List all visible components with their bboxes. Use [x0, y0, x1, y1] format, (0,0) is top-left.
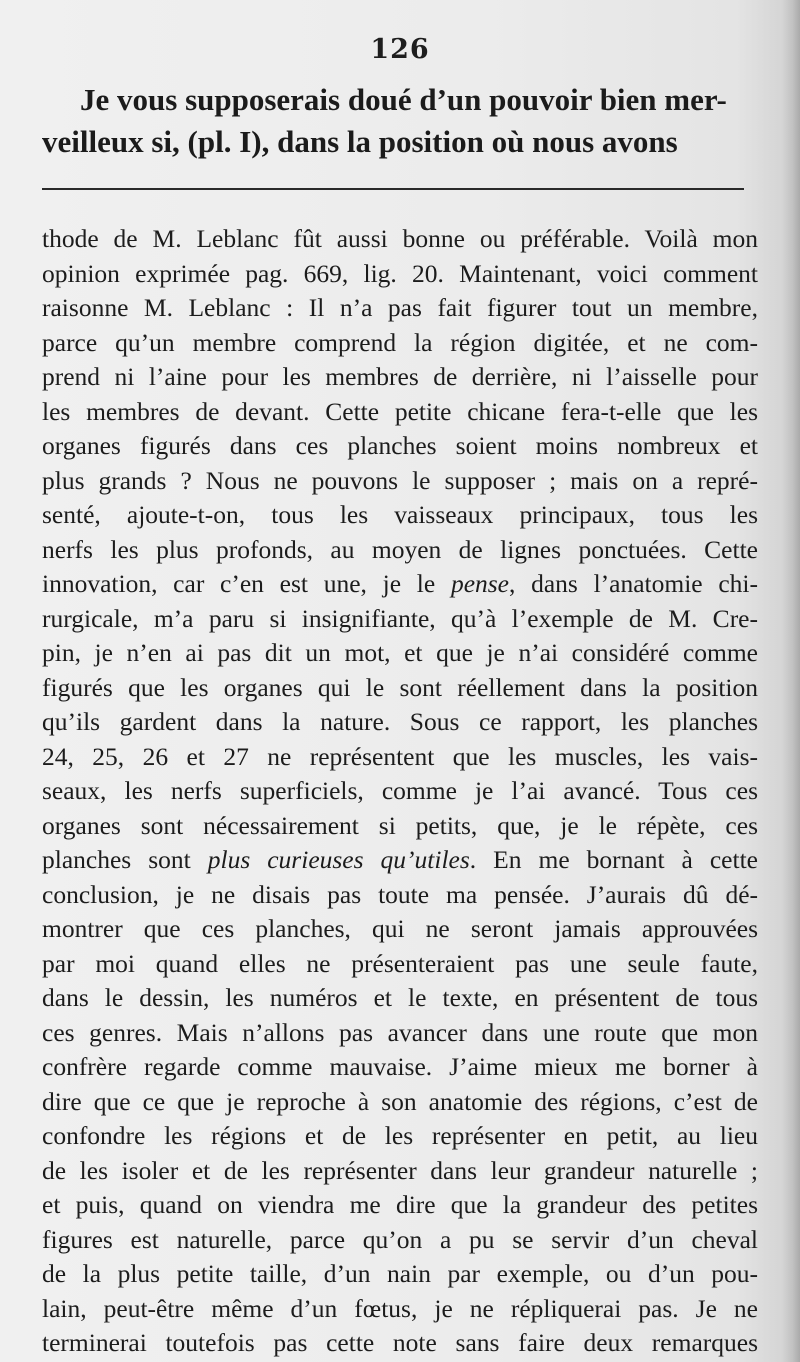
text-line: [42, 1326, 758, 1361]
text-line: [42, 1085, 758, 1120]
text-line: [42, 1292, 758, 1327]
text-line: [42, 1016, 758, 1051]
text-run: organes figurés dans ces planches soient moins nombreux et: [42, 431, 758, 460]
text-line: [42, 1223, 758, 1258]
text-run: montrer que ces planches, qui ne seront jamais approuvées: [42, 914, 758, 943]
text-line: [42, 360, 758, 395]
italic-text: pense: [450, 569, 509, 598]
text-line: [42, 222, 758, 257]
text-run: raisonne M. Leblanc : Il n’a pas fait figurer tout un membre,: [42, 293, 758, 322]
text-run: organes sont nécessairement si petits, que, je le répète, ces: [42, 810, 758, 840]
text-run: dans le dessin, les numéros et le texte, en présentent de tous: [42, 983, 758, 1012]
text-line: [42, 602, 758, 637]
text-run: senté, ajoute-t-on, tous les vaisseaux principaux, tous les: [42, 500, 758, 529]
text-line: [42, 429, 758, 464]
text-run: rurgicale, m’a paru si insignifiante, qu’à l’exemple de M. Cre-: [42, 603, 758, 633]
text-line: [42, 671, 758, 706]
text-line: [42, 464, 758, 499]
text-line: [42, 947, 758, 982]
text-line: [42, 291, 758, 326]
italic-text: plus curieuses qu’utiles: [207, 845, 470, 874]
text-run: , dans l’anatomie chi-: [509, 569, 758, 598]
text-run: planches sont: [42, 845, 208, 874]
text-run: opinion exprimée pag. 669, lig. 20. Maintenant, voici comment: [42, 258, 758, 288]
text-run: lain, peut-être même d’un fœtus, je ne répliquerai pas. Je ne: [42, 1293, 758, 1323]
footnote-separator-rule: [42, 188, 744, 190]
text-line: [42, 740, 758, 775]
page-number: 126: [370, 34, 430, 65]
heading-line-1: Je vous supposerais doué d’un pouvoir bien mer-: [80, 82, 727, 117]
text-run: confrère regarde comme mauvaise. J’aime mieux me borner à: [42, 1052, 758, 1081]
text-run: innovation, car c’en est une, je le: [42, 569, 451, 598]
text-line: [42, 1154, 758, 1189]
page-edge-shadow: [782, 0, 800, 1362]
text-line: [42, 395, 758, 430]
text-line: [42, 981, 758, 1016]
text-line: [42, 878, 758, 913]
text-line: [42, 257, 758, 292]
text-line: [42, 636, 758, 671]
text-line: [42, 326, 758, 361]
text-run: pin, je n’en ai pas dit un mot, et que je n’ai considéré comme: [42, 638, 758, 667]
text-line: [42, 809, 758, 844]
text-run: confondre les régions et de les représenter en petit, au lieu: [42, 1121, 758, 1150]
text-line: [42, 705, 758, 740]
text-run: dire que ce que je reproche à son anatomie des régions, c’est de: [42, 1086, 758, 1116]
text-run: plus grands ? Nous ne pouvons le supposer ; mais on a repré-: [42, 465, 758, 495]
text-line: [42, 533, 758, 568]
text-run: conclusion, je ne disais pas toute ma pensée. J’aurais dû dé-: [42, 879, 758, 909]
text-run: les membres de devant. Cette petite chicane fera-t-elle que les: [42, 396, 758, 426]
text-run: seaux, les nerfs superficiels, comme je l’ai avancé. Tous ces: [42, 776, 758, 805]
text-line: [42, 774, 758, 809]
text-run: parce qu’un membre comprend la région digitée, et ne com-: [42, 327, 758, 357]
text-run: qu’ils gardent dans la nature. Sous ce rapport, les planches: [42, 707, 758, 736]
text-run: figurés que les organes qui le sont réellement dans la position: [42, 672, 758, 702]
text-run: nerfs les plus profonds, au moyen de lignes ponctuées. Cette: [42, 534, 758, 564]
text-run: de les isoler et de les représenter dans leur grandeur naturelle ;: [42, 1155, 758, 1185]
text-run: terminerai toutefois pas cette note sans faire deux remarques: [42, 1328, 758, 1357]
text-run: prend ni l’aine pour les membres de derrière, ni l’aisselle pour: [42, 362, 758, 391]
text-run: ces genres. Mais n’allons pas avancer dans une route que mon: [42, 1017, 758, 1047]
text-run: de la plus petite taille, d’un nain par exemple, ou d’un pou-: [42, 1259, 758, 1288]
text-line: [42, 1050, 758, 1085]
footnote-body: [42, 222, 758, 1361]
heading-line-2: veilleux si, (pl. I), dans la position où nous avons: [42, 124, 678, 159]
text-line: [42, 843, 758, 878]
text-line: [42, 1188, 758, 1223]
text-line: [42, 1257, 758, 1292]
text-run: figures est naturelle, parce qu’on a pu se servir d’un cheval: [42, 1224, 758, 1254]
text-line: [42, 912, 758, 947]
text-line: [42, 1119, 758, 1154]
text-line: [42, 567, 758, 602]
text-run: 24, 25, 26 et 27 ne représentent que les muscles, les vais-: [42, 741, 758, 771]
text-run: thode de M. Leblanc fût aussi bonne ou préférable. Voilà mon: [42, 224, 758, 253]
text-run: . En me bornant à cette: [469, 845, 758, 874]
text-run: et puis, quand on viendra me dire que la grandeur des petites: [42, 1190, 758, 1219]
text-run: par moi quand elles ne présenteraient pas une seule faute,: [42, 948, 758, 978]
text-line: [42, 498, 758, 533]
